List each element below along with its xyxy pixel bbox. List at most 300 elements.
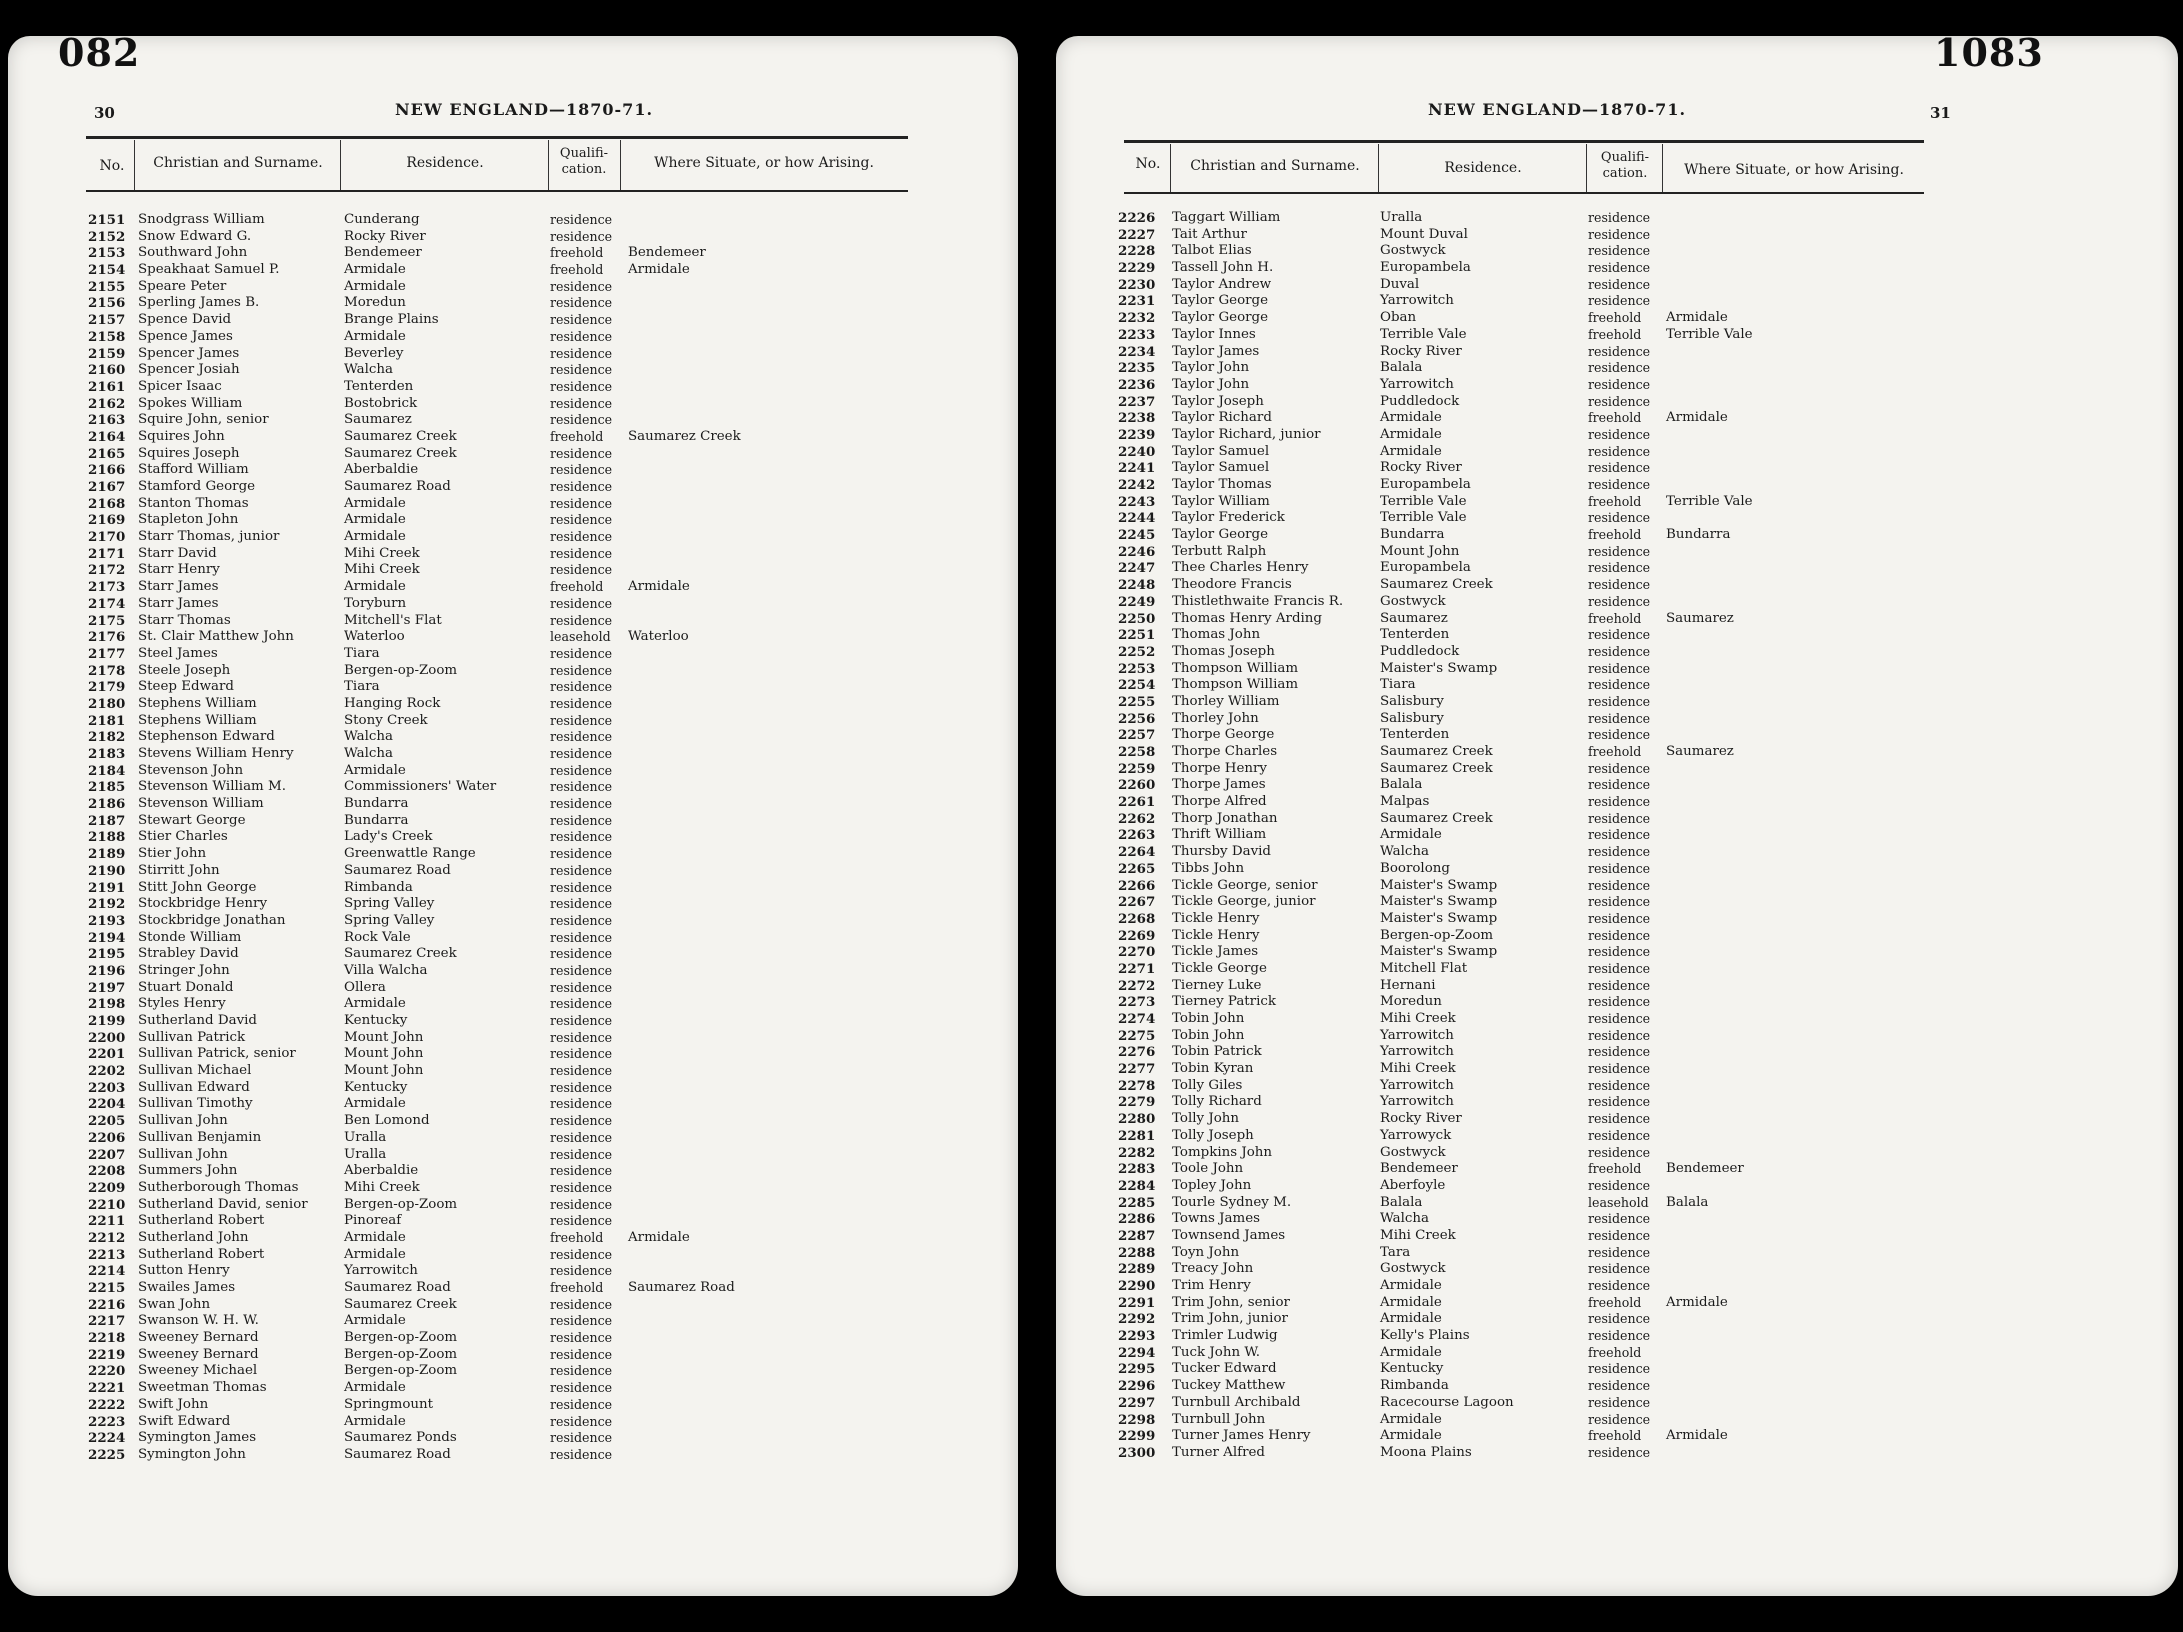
table-row (1118, 344, 1938, 361)
residence: Aberbaldie (344, 1163, 419, 1179)
qualification: residence (1588, 760, 1651, 776)
entry-number: 2287 (1118, 1227, 1156, 1244)
entry-number: 2190 (88, 862, 126, 879)
residence: Hanging Rock (344, 695, 441, 711)
table-row (88, 930, 908, 947)
table-row (88, 729, 908, 746)
qualification: residence (550, 695, 613, 711)
entry-number: 2200 (88, 1029, 126, 1046)
voter-name: Tolly Richard (1172, 1094, 1262, 1110)
voter-name: Talbot Elias (1172, 243, 1252, 259)
qualification: residence (1588, 393, 1651, 409)
voter-name: Sweeney Bernard (138, 1346, 259, 1362)
table-row (1118, 544, 1938, 561)
voter-name: Strabley David (138, 946, 239, 962)
entry-number: 2193 (88, 912, 126, 929)
residence: Armidale (344, 579, 406, 595)
qualification: residence (1588, 1244, 1651, 1260)
entry-number: 2215 (88, 1280, 126, 1296)
voter-name: Taylor Frederick (1172, 510, 1285, 526)
entry-number: 2225 (88, 1446, 126, 1463)
qualification: residence (550, 378, 613, 394)
residence: Armidale (1380, 827, 1442, 843)
qualification: residence (1588, 1411, 1651, 1427)
table-row (88, 696, 908, 713)
voter-name: Toyn John (1172, 1244, 1240, 1260)
voter-name: Stafford William (138, 462, 249, 478)
residence: Armidale (344, 262, 406, 278)
table-row (1118, 961, 1938, 978)
entry-number: 2152 (88, 228, 126, 245)
table-row (88, 846, 908, 863)
residence: Tiara (344, 679, 380, 695)
table-row (1118, 1445, 1938, 1462)
where-situate: Waterloo (628, 629, 689, 645)
qualification: residence (1588, 426, 1651, 442)
entry-number: 2234 (1118, 343, 1156, 360)
residence: Uralla (1380, 210, 1423, 225)
table-row (88, 713, 908, 730)
qualification: residence (550, 812, 613, 828)
qualification: residence (550, 1330, 613, 1346)
voter-name: Swanson W. H. W. (138, 1313, 259, 1329)
qualification: residence (550, 1129, 613, 1145)
entry-number: 2179 (88, 679, 126, 696)
residence: Puddledock (1380, 643, 1460, 659)
table-row (1118, 1178, 1938, 1195)
voter-name: Stevens William Henry (138, 746, 294, 761)
left-voter-list (88, 212, 908, 1464)
qualification: residence (1588, 643, 1651, 659)
voter-name: Steel James (138, 645, 218, 661)
residence: Bostobrick (344, 395, 418, 411)
where-situate: Bundarra (1666, 527, 1731, 543)
residence: Rimbanda (1380, 1378, 1449, 1394)
qualification: residence (550, 1346, 613, 1362)
table-row (1118, 1428, 1938, 1445)
entry-number: 2211 (88, 1213, 126, 1230)
table-row (88, 1280, 908, 1297)
voter-name: Starr David (138, 545, 217, 561)
qualification: residence (550, 962, 613, 978)
voter-name: Turner Alfred (1172, 1444, 1265, 1460)
qualification: residence (550, 762, 613, 778)
table-row (1118, 1361, 1938, 1378)
entry-number: 2259 (1118, 760, 1156, 777)
where-situate: Armidale (1666, 310, 1728, 326)
voter-name: Taylor Joseph (1172, 393, 1264, 409)
voter-name: Thrift William (1172, 827, 1267, 843)
residence: Terrible Vale (1380, 493, 1467, 509)
right-col-divider (1586, 144, 1587, 192)
qualification: residence (1588, 1127, 1651, 1143)
residence: Cunderang (344, 212, 420, 227)
qualification: residence (1588, 293, 1651, 309)
qualification: residence (550, 1113, 613, 1129)
voter-name: Thistlethwaite Francis R. (1172, 593, 1344, 609)
qualification: leasehold (550, 629, 611, 645)
residence: Terrible Vale (1380, 510, 1467, 526)
table-row (88, 646, 908, 663)
table-row (88, 1313, 908, 1330)
qualification: residence (1588, 844, 1651, 860)
residence: Armidale (344, 1229, 406, 1245)
voter-name: Tolly Giles (1172, 1077, 1243, 1093)
voter-name: Sutherland Robert (138, 1213, 265, 1229)
qualification: residence (1588, 1378, 1651, 1394)
residence: Walcha (344, 362, 393, 378)
table-row (88, 1163, 908, 1180)
voter-name: Southward John (138, 245, 248, 261)
voter-name: Trim John, junior (1172, 1311, 1288, 1327)
residence: Saumarez Road (344, 1280, 451, 1295)
voter-name: Taylor Samuel (1172, 460, 1270, 476)
voter-name: Towns James (1172, 1211, 1261, 1227)
where-situate: Armidale (1666, 1428, 1728, 1444)
qualification: residence (1588, 577, 1651, 593)
qualification: freehold (550, 1229, 604, 1245)
residence: Saumarez Creek (344, 1296, 457, 1312)
residence: Mihi Creek (344, 1179, 420, 1195)
qualification: residence (1588, 927, 1651, 943)
qualification: residence (1588, 1444, 1651, 1460)
table-row (1118, 1128, 1938, 1145)
table-row (1118, 394, 1938, 411)
entry-number: 2218 (88, 1330, 126, 1347)
qualification: residence (1588, 1027, 1651, 1043)
residence: Lady's Creek (344, 829, 433, 845)
entry-number: 2271 (1118, 960, 1156, 977)
residence: Armidale (1380, 1411, 1442, 1427)
qualification: residence (1588, 1044, 1651, 1060)
voter-name: Tierney Patrick (1172, 994, 1276, 1010)
residence: Kentucky (344, 1013, 408, 1028)
where-situate: Saumarez (1666, 610, 1734, 626)
voter-name: Thorpe Alfred (1172, 794, 1267, 810)
table-row (88, 1063, 908, 1080)
residence: Gostwyck (1380, 1261, 1446, 1277)
qualification: residence (1588, 376, 1651, 392)
residence: Tenterden (1380, 727, 1450, 743)
qualification: residence (1588, 443, 1651, 459)
voter-name: Stringer John (138, 962, 230, 978)
table-row (88, 1113, 908, 1130)
qualification: freehold (550, 579, 604, 595)
right-page-title: NEW ENGLAND—1870-71. (1428, 100, 1687, 119)
table-row (1118, 1395, 1938, 1412)
residence: Balala (1380, 777, 1423, 793)
voter-name: Stier Charles (138, 829, 228, 845)
voter-name: Symington John (138, 1446, 246, 1462)
voter-name: Stier John (138, 846, 207, 862)
entry-number: 2199 (88, 1013, 126, 1029)
voter-name: Topley John (1172, 1177, 1252, 1193)
table-row (1118, 310, 1938, 327)
qualification: residence (1588, 877, 1651, 893)
table-row (1118, 1044, 1938, 1061)
table-row (88, 1297, 908, 1314)
qualification: residence (1588, 510, 1651, 526)
entry-number: 2241 (1118, 460, 1156, 477)
entry-number: 2255 (1118, 693, 1156, 710)
residence: Mount John (1380, 543, 1460, 559)
voter-name: Thee Charles Henry (1172, 560, 1309, 576)
table-row (88, 829, 908, 846)
entry-number: 2266 (1118, 877, 1156, 894)
table-row (1118, 1011, 1938, 1028)
voter-name: Thomas Henry Arding (1172, 610, 1322, 626)
table-row (88, 1213, 908, 1230)
table-row (88, 412, 908, 429)
entry-number: 2254 (1118, 677, 1156, 694)
qualification: residence (550, 1013, 613, 1028)
voter-name: St. Clair Matthew John (138, 629, 294, 645)
residence: Armidale (1380, 1294, 1442, 1310)
qualification: residence (550, 228, 613, 244)
right-col-divider (1662, 144, 1663, 192)
table-row (1118, 227, 1938, 244)
entry-number: 2189 (88, 846, 126, 863)
qualification: residence (550, 312, 613, 328)
entry-number: 2207 (88, 1146, 126, 1163)
qualification: residence (1588, 1394, 1651, 1410)
qualification: residence (1588, 477, 1651, 492)
qualification: residence (550, 662, 613, 678)
residence: Armidale (344, 529, 406, 545)
residence: Saumarez Creek (1380, 760, 1493, 776)
entry-number: 2226 (1118, 210, 1156, 226)
table-row (88, 596, 908, 613)
entry-number: 2169 (88, 512, 126, 529)
table-row (88, 980, 908, 997)
entry-number: 2187 (88, 812, 126, 829)
qualification: freehold (1588, 744, 1642, 759)
residence: Armidale (344, 495, 406, 511)
table-row (88, 996, 908, 1013)
residence: Mihi Creek (344, 545, 420, 561)
entry-number: 2277 (1118, 1061, 1156, 1078)
table-row (1118, 761, 1938, 778)
entry-number: 2186 (88, 796, 126, 813)
entry-number: 2269 (1118, 927, 1156, 944)
entry-number: 2261 (1118, 794, 1156, 811)
where-situate: Terrible Vale (1666, 326, 1753, 342)
table-row (88, 446, 908, 463)
entry-number: 2173 (88, 579, 126, 596)
table-row (88, 896, 908, 913)
voter-name: Tobin John (1172, 1011, 1245, 1026)
qualification: residence (550, 562, 613, 578)
voter-name: Tickle George (1172, 960, 1267, 976)
table-row (88, 529, 908, 546)
entry-number: 2221 (88, 1380, 126, 1397)
table-row (88, 1197, 908, 1214)
entry-number: 2195 (88, 946, 126, 963)
qualification: residence (1588, 693, 1651, 709)
qualification: residence (550, 462, 613, 478)
entry-number: 2295 (1118, 1361, 1156, 1378)
table-row (1118, 744, 1938, 761)
entry-number: 2299 (1118, 1428, 1156, 1445)
where-situate: Bendemeer (1666, 1161, 1744, 1177)
table-row (1118, 260, 1938, 277)
table-row (88, 1414, 908, 1431)
entry-number: 2291 (1118, 1294, 1156, 1311)
table-row (1118, 494, 1938, 511)
table-row (1118, 293, 1938, 310)
entry-number: 2257 (1118, 727, 1156, 744)
residence: Commissioners' Water (344, 779, 497, 795)
residence: Ben Lomond (344, 1113, 430, 1129)
residence: Aberbaldie (344, 462, 419, 478)
voter-name: Sullivan Patrick (138, 1029, 246, 1045)
voter-name: Stitt John George (138, 879, 257, 895)
qualification: residence (550, 445, 613, 461)
table-row (1118, 1028, 1938, 1045)
table-row (88, 1130, 908, 1147)
voter-name: Spokes William (138, 395, 243, 411)
qualification: residence (550, 1096, 613, 1112)
residence: Walcha (344, 729, 393, 745)
voter-name: Starr Thomas (138, 612, 231, 628)
residence: Pinoreaf (344, 1213, 402, 1229)
qualification: residence (550, 295, 613, 311)
table-row (1118, 577, 1938, 594)
table-row (88, 429, 908, 446)
entry-number: 2245 (1118, 527, 1156, 544)
residence: Bergen-op-Zoom (344, 1330, 458, 1346)
table-row (1118, 594, 1938, 611)
residence: Tara (1380, 1244, 1411, 1260)
table-row (1118, 243, 1938, 260)
residence: Saumarez Road (344, 479, 451, 494)
table-row (1118, 1378, 1938, 1395)
voter-name: Stuart Donald (138, 979, 234, 995)
voter-name: Starr Henry (138, 562, 220, 578)
voter-name: Stockbridge Henry (138, 896, 268, 912)
entry-number: 2176 (88, 629, 126, 646)
entry-number: 2194 (88, 929, 126, 946)
qualification: residence (550, 1063, 613, 1079)
voter-name: Turner James Henry (1172, 1428, 1311, 1444)
residence: Armidale (344, 512, 406, 528)
qualification: freehold (550, 262, 604, 278)
residence: Maister's Swamp (1380, 660, 1498, 676)
qualification: residence (1588, 1227, 1651, 1243)
table-row (88, 1330, 908, 1347)
table-row (88, 1096, 908, 1113)
residence: Yarrowitch (1380, 1027, 1454, 1043)
residence: Hernani (1380, 977, 1436, 993)
table-row (1118, 944, 1938, 961)
entry-number: 2196 (88, 962, 126, 979)
right-header-rule-bottom (1124, 192, 1924, 194)
residence: Saumarez Road (344, 1446, 451, 1462)
qualification: residence (550, 796, 613, 812)
qualification: residence (1588, 560, 1651, 576)
voter-name: Symington James (138, 1430, 257, 1446)
entry-number: 2275 (1118, 1027, 1156, 1044)
qualification: freehold (550, 1280, 604, 1295)
entry-number: 2231 (1118, 293, 1156, 310)
voter-name: Squires John (138, 428, 225, 444)
residence: Saumarez (1380, 610, 1448, 626)
entry-number: 2237 (1118, 393, 1156, 410)
entry-number: 2236 (1118, 376, 1156, 393)
entry-number: 2167 (88, 479, 126, 495)
table-row (88, 496, 908, 513)
entry-number: 2153 (88, 245, 126, 262)
entry-number: 2252 (1118, 643, 1156, 660)
qualification: residence (550, 612, 613, 628)
qualification: residence (550, 679, 613, 695)
residence: Armidale (1380, 443, 1442, 459)
table-row (88, 663, 908, 680)
voter-name: Sutherland Robert (138, 1246, 265, 1262)
qualification: residence (550, 1146, 613, 1162)
entry-number: 2292 (1118, 1311, 1156, 1328)
table-row (1118, 210, 1938, 227)
voter-name: Stevenson William M. (138, 779, 286, 795)
table-row (88, 629, 908, 646)
entry-number: 2244 (1118, 510, 1156, 527)
voter-name: Speakhaat Samuel P. (138, 262, 280, 278)
qualification: residence (1588, 343, 1651, 359)
residence: Duval (1380, 276, 1420, 292)
residence: Tiara (344, 645, 380, 661)
entry-number: 2227 (1118, 226, 1156, 243)
voter-name: Tickle Henry (1172, 927, 1260, 943)
table-row (1118, 360, 1938, 377)
entry-number: 2250 (1118, 610, 1156, 627)
entry-number: 2206 (88, 1129, 126, 1146)
table-row (88, 312, 908, 329)
residence: Saumarez Creek (344, 445, 457, 461)
table-row (88, 763, 908, 780)
voter-name: Thorpe George (1172, 727, 1275, 743)
residence: Bundarra (344, 796, 409, 812)
entry-number: 2265 (1118, 860, 1156, 877)
voter-name: Tolly John (1172, 1111, 1240, 1127)
qualification: freehold (1588, 410, 1642, 426)
qualification: residence (550, 912, 613, 928)
table-row (88, 963, 908, 980)
table-row (1118, 277, 1938, 294)
table-row (1118, 711, 1938, 728)
qualification: residence (1588, 627, 1651, 643)
qualification: residence (1588, 226, 1651, 242)
voter-name: Thomas John (1172, 627, 1261, 643)
table-row (88, 279, 908, 296)
voter-name: Tait Arthur (1172, 226, 1247, 242)
residence: Rocky River (344, 228, 426, 244)
entry-number: 2170 (88, 529, 126, 546)
entry-number: 2260 (1118, 777, 1156, 794)
table-row (88, 396, 908, 413)
table-row (88, 1263, 908, 1280)
residence: Maister's Swamp (1380, 944, 1498, 960)
qualification: freehold (1588, 610, 1642, 626)
voter-name: Taylor Richard, junior (1172, 426, 1321, 442)
voter-name: Taylor Samuel (1172, 443, 1270, 459)
table-row (1118, 777, 1938, 794)
table-row (88, 1247, 908, 1264)
entry-number: 2293 (1118, 1328, 1156, 1345)
voter-name: Spence James (138, 328, 233, 344)
table-row (1118, 827, 1938, 844)
voter-name: Stephenson Edward (138, 729, 275, 745)
residence: Armidale (344, 762, 406, 778)
